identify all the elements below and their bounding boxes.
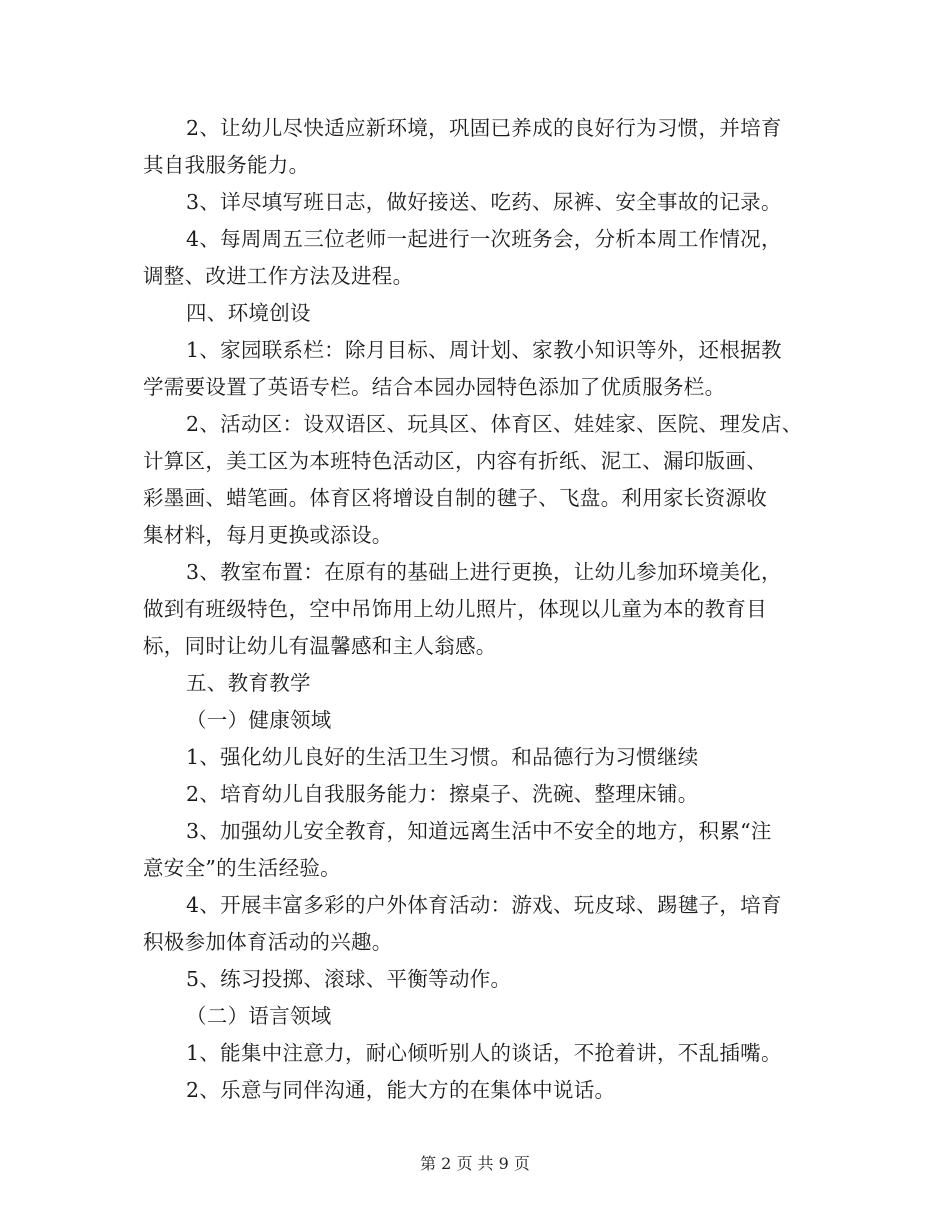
paragraph-line: 其自我服务能力。 bbox=[143, 153, 310, 177]
subsection-heading: （一）健康领域 bbox=[186, 708, 332, 732]
paragraph-line: 1、强化幼儿良好的生活卫生习惯。和品德行为习惯继续 bbox=[186, 745, 699, 769]
paragraph-line: 做到有班级特色，空中吊饰用上幼儿照片，体现以儿童为本的教育目 bbox=[143, 597, 767, 621]
paragraph-line: 5、练习投掷、滚球、平衡等动作。 bbox=[186, 967, 512, 991]
paragraph-line: 3、详尽填写班日志，做好接送、吃药、尿裤、安全事故的记录。 bbox=[186, 190, 782, 214]
paragraph-line: 集材料，每月更换或添设。 bbox=[143, 523, 393, 547]
paragraph-line: 3、加强幼儿安全教育，知道远离生活中不安全的地方，积累“注 bbox=[186, 819, 772, 843]
paragraph-line: 计算区，美工区为本班特色活动区，内容有折纸、泥工、漏印版画、 bbox=[143, 449, 767, 473]
section-heading: 五、教育教学 bbox=[186, 671, 311, 695]
paragraph-line: 2、培育幼儿自我服务能力：擦桌子、洗碗、整理床铺。 bbox=[186, 782, 699, 806]
section-heading: 四、环境创设 bbox=[186, 301, 311, 325]
paragraph-line: 标，同时让幼儿有温馨感和主人翁感。 bbox=[143, 634, 497, 658]
paragraph-line: 2、乐意与同伴沟通，能大方的在集体中说话。 bbox=[186, 1078, 616, 1102]
paragraph-line: 学需要设置了英语专栏。结合本园办园特色添加了优质服务栏。 bbox=[143, 375, 726, 399]
paragraph-line: 调整、改进工作方法及进程。 bbox=[143, 264, 414, 288]
paragraph-line: 2、活动区：设双语区、玩具区、体育区、娃娃家、医院、理发店、 bbox=[186, 412, 803, 436]
paragraph-line: 积极参加体育活动的兴趣。 bbox=[143, 930, 393, 954]
paragraph-line: 1、家园联系栏：除月目标、周计划、家教小知识等外，还根据教 bbox=[186, 338, 782, 362]
subsection-heading: （二）语言领域 bbox=[186, 1004, 332, 1028]
page-number-footer: 第 2 页 共 9 页 bbox=[420, 1154, 530, 1173]
paragraph-line: 意安全”的生活经验。 bbox=[143, 856, 341, 880]
paragraph-line: 1、能集中注意力，耐心倾听别人的谈话，不抢着讲，不乱插嘴。 bbox=[186, 1041, 782, 1065]
paragraph-line: 3、教室布置：在原有的基础上进行更换，让幼儿参加环境美化， bbox=[186, 560, 782, 584]
paragraph-line: 2、让幼儿尽快适应新环境，巩固已养成的良好行为习惯，并培育 bbox=[186, 116, 782, 140]
paragraph-line: 4、每周周五三位老师一起进行一次班务会，分析本周工作情况， bbox=[186, 227, 782, 251]
paragraph-line: 彩墨画、蜡笔画。体育区将增设自制的毽子、飞盘。利用家长资源收 bbox=[143, 486, 767, 510]
paragraph-line: 4、开展丰富多彩的户外体育活动：游戏、玩皮球、踢毽子，培育 bbox=[186, 893, 782, 917]
